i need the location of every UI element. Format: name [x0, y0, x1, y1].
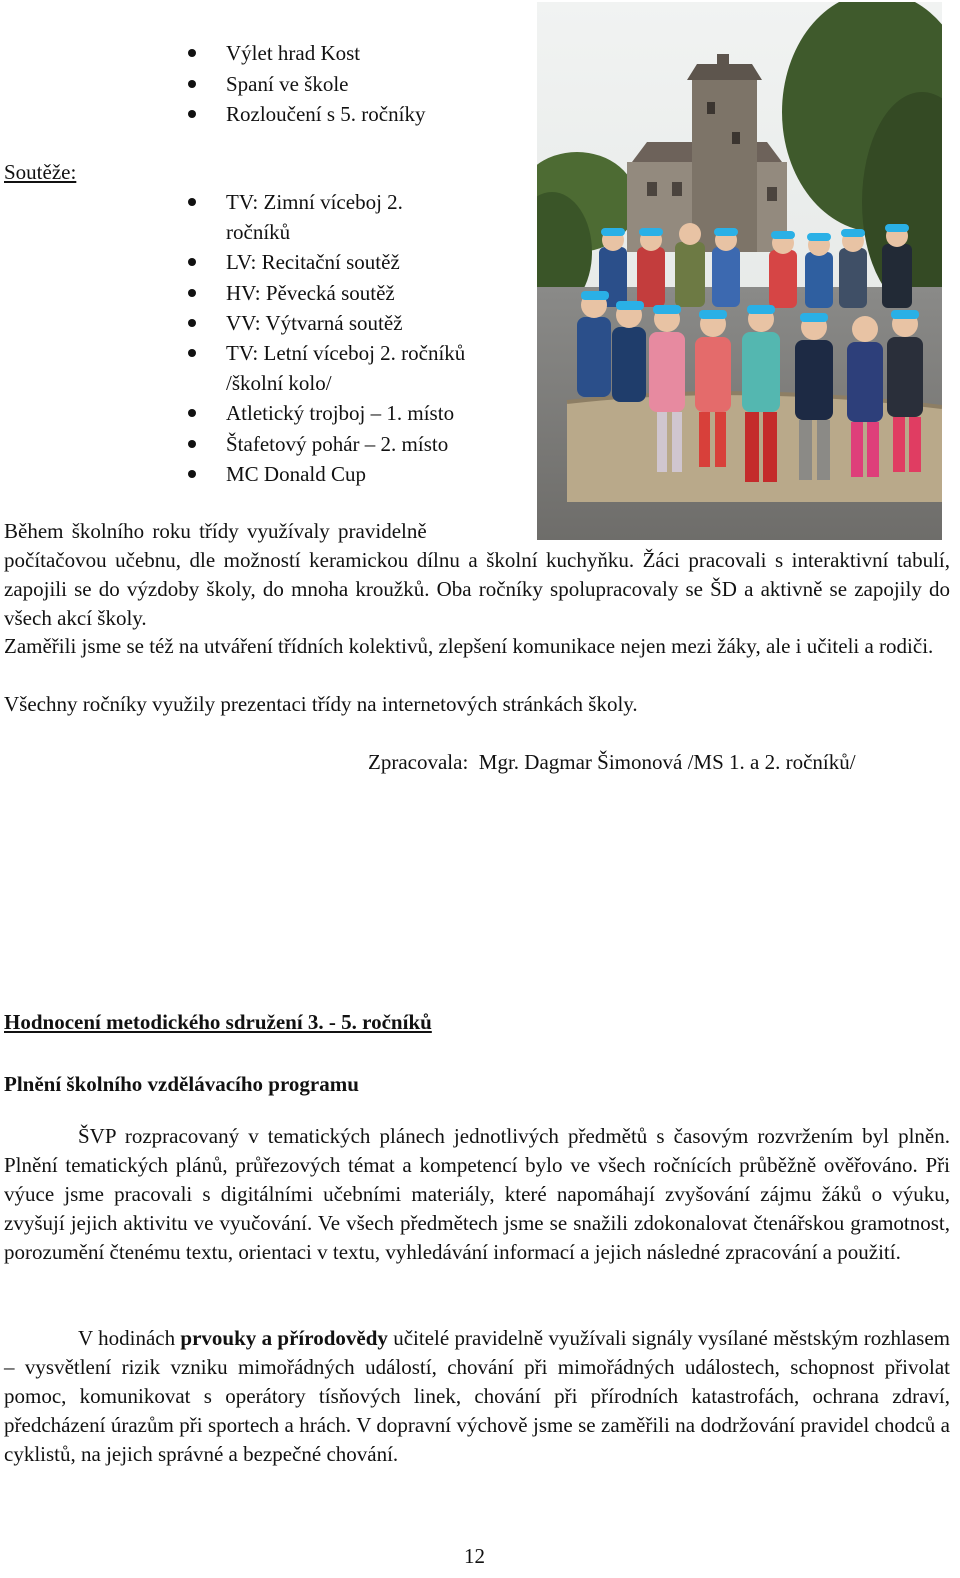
activities-list — [188, 38, 528, 130]
body-paragraph-safety: V hodinách prvouky a přírodovědy učitelé pravidelně využívali signály vysílané městským rozhlasem – vysvětlení rizik vzniku mimořádných událostí, chování při mimořádných událostech, schopnost přivolat pomoc, komunikovat s operátory tísňových linek, chování při přírodních katastrofách, ochrana zdraví, předcházení úrazům při sportech a hrách. V dopravní výchově jsme se zaměřili na dodržování pravidel chodců a cyklistů, na jejich správné a bezpečné chování. — [4, 1326, 950, 1466]
paragraph-collectives: Zaměřili jsme se též na utváření třídních kolektivů, zlepšení komunikace nejen mezi žáky, ale i učiteli a rodiči. — [4, 634, 934, 658]
contests-list — [188, 187, 533, 489]
subheading: Plnění školního vzdělávacího programu — [4, 1072, 359, 1096]
signature: Zpracovala: Mgr. Dagmar Šimonová /MS 1. a 2. ročníků/ — [368, 750, 856, 774]
list-item: LV: Recitační soutěž — [188, 247, 533, 277]
paragraph-activities: počítačovou učebnu, dle možností keramickou dílnu a školní kuchyňku. Žáci pracovali s interaktivní tabulí, zapojili se do výzdoby školy, do mnoha kroužků. Oba ročníky spolupracovaly se ŠD a aktivně se zapojily do všech akcí školy. — [4, 548, 950, 630]
list-item: Spaní ve škole — [188, 69, 528, 100]
list-item: Atletický trojboj – 1. místo — [188, 398, 533, 428]
paragraph-activities-line1: Během školního roku třídy využívaly pravidelně — [4, 519, 427, 543]
section-heading: Hodnocení metodického sdružení 3. - 5. ročníků — [4, 1010, 432, 1034]
list-item-continuation: /školní kolo/ — [226, 371, 332, 396]
list-item: Štafetový pohár – 2. místo — [188, 429, 533, 459]
page-number: 12 — [464, 1544, 485, 1568]
list-item: MC Donald Cup — [188, 459, 533, 489]
list-item: TV: Letní víceboj 2. ročníků — [188, 338, 533, 368]
body-paragraph-svp: ŠVP rozpracovaný v tematických plánech jednotlivých předmětů s časovým rozvržením byl plněn. Plnění tematických plánů, průřezových témat a kompetencí bylo ve všech ročnících průběžně ověřováno. Při výuce jsme pracovali s digitálními učebními materiály, které napomáhají zvyšování zájmu žáků o výuku, zvyšují jejich aktivitu ve vyučování. Ve všech předmětech jsme se snažili zdokonalovat čtenářskou gramotnost, porozumění čtenému textu, orientaci v textu, vyhledávání informací a jejich následné zpracování a použití. — [4, 1124, 950, 1264]
class-trip-photo — [537, 2, 942, 540]
contests-heading: Soutěže: — [4, 160, 77, 184]
list-item: Výlet hrad Kost — [188, 38, 528, 69]
list-item: TV: Zimní víceboj 2. — [188, 187, 533, 217]
list-item: Rozloučení s 5. ročníky — [188, 99, 528, 130]
paragraph-web-presentation: Všechny ročníky využily prezentaci třídy na internetových stránkách školy. — [4, 692, 638, 716]
list-item-continuation: ročníků — [226, 220, 291, 245]
list-item: HV: Pěvecká soutěž — [188, 278, 533, 308]
class-trip-photo-illustration — [537, 2, 942, 540]
list-item: VV: Výtvarná soutěž — [188, 308, 533, 338]
